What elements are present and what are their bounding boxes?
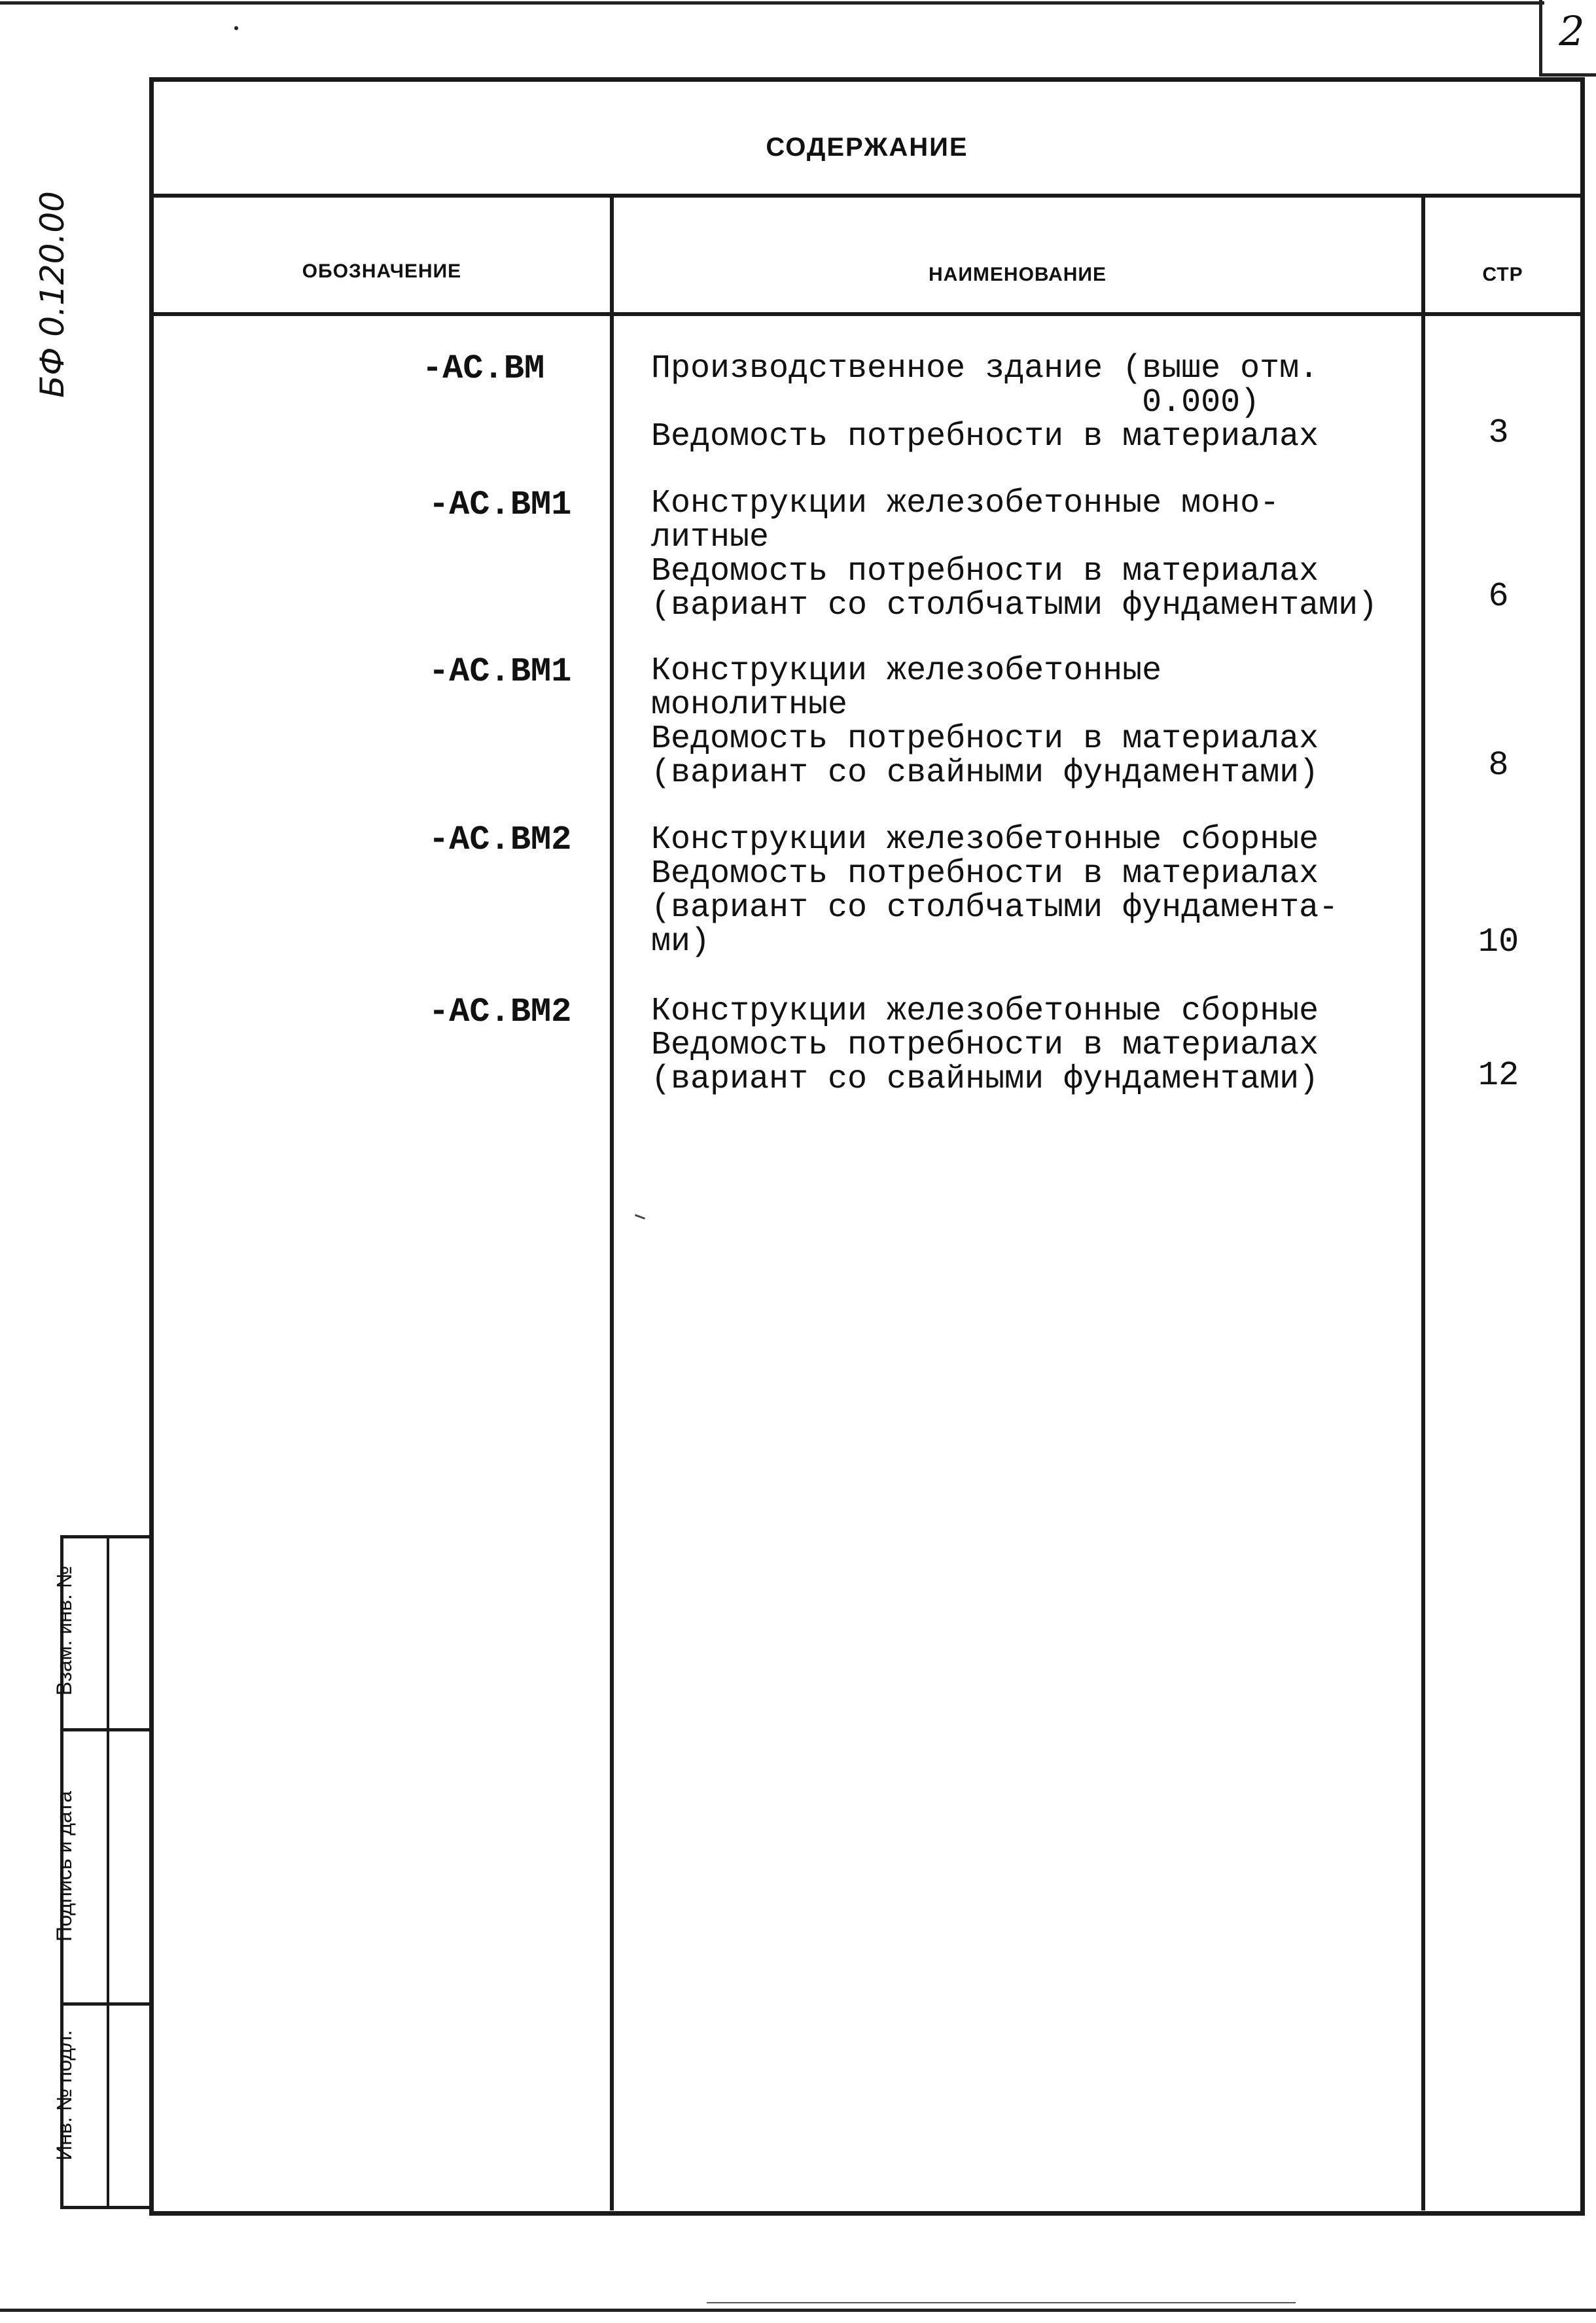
- row-5-page: 12: [1478, 1056, 1519, 1095]
- row-3-name: Конструкции железобетонные монолитные Ведомость потребности в материалах (вариант со свайными фундаментами): [651, 652, 1319, 792]
- row-3-page: 8: [1488, 746, 1509, 785]
- row-2-page: 6: [1488, 577, 1509, 616]
- row-5-name: Конструкции железобетонные сборные Ведомость потребности в материалах (вариант со свайными фундаментами): [651, 993, 1319, 1098]
- row-2-name: Конструкции железобетонные моно- литные Ведомость потребности в материалах (вариант со столбчатыми фундаментами): [651, 485, 1378, 624]
- sheet-code: БФ 0.120.00: [33, 191, 71, 398]
- row-1-page: 3: [1488, 414, 1509, 452]
- stamp-label-original-inv: Инв. № подл.: [52, 2030, 76, 2161]
- row-4-code: -АС.ВМ2: [429, 821, 572, 859]
- scan-dot-mark: [234, 26, 238, 30]
- row-4-page: 10: [1478, 923, 1519, 961]
- header-name: НАИМЕНОВАНИЕ: [929, 264, 1107, 285]
- stamp-divider-vertical: [107, 1535, 109, 2209]
- row-5-code: -АС.ВМ2: [429, 993, 572, 1031]
- stamp-label-signature-date: Подпись и дата: [52, 1790, 76, 1942]
- row-1-code: -АС.ВМ: [422, 349, 545, 388]
- column-divider-name-page: [1421, 196, 1425, 2210]
- row-2-code: -АС.ВМ1: [429, 486, 572, 524]
- row-3-code: -АС.ВМ1: [429, 652, 572, 691]
- row-4-name: Конструкции железобетонные сборные Ведомость потребности в материалах (вариант со столбчатыми фундамента- ми): [651, 821, 1339, 961]
- row-1-name: Производственное здание (выше отм. 0.000) Ведомость потребности в материалах: [651, 350, 1319, 455]
- bottom-edge-rule-secondary: [707, 2302, 1296, 2303]
- header-page: СТР: [1482, 264, 1523, 285]
- bottom-edge-rule: [0, 2309, 1596, 2312]
- header-divider: [149, 312, 1585, 316]
- title-divider: [149, 194, 1585, 198]
- top-edge-rule: [0, 1, 1544, 5]
- header-code: ОБОЗНАЧЕНИЕ: [302, 260, 462, 282]
- stamp-label-replaced-inv: Взам. инв. №: [52, 1565, 76, 1696]
- page-title: СОДЕРЖАНИЕ: [766, 133, 968, 162]
- sheet-number: 2: [1559, 7, 1585, 55]
- stamp-divider-1: [60, 1728, 149, 1731]
